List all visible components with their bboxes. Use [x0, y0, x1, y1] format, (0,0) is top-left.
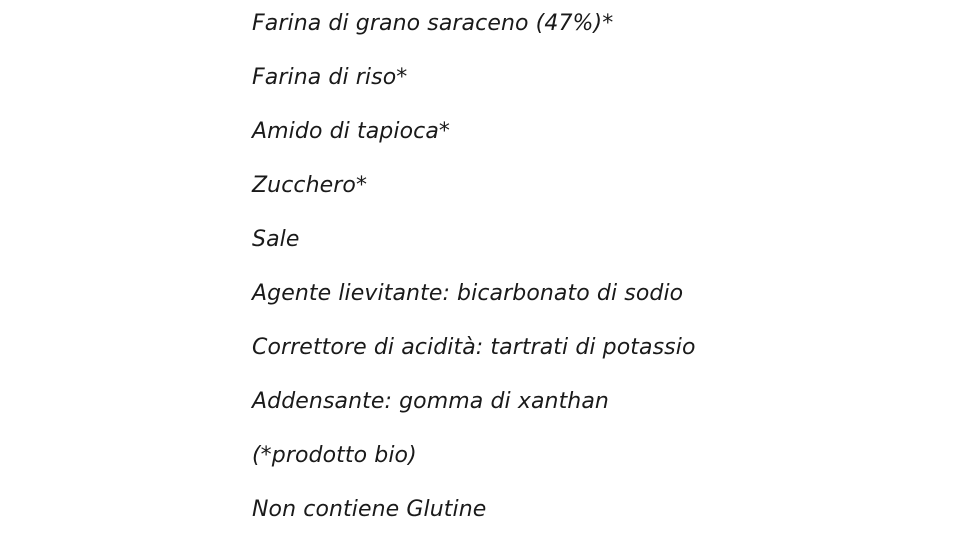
organic-note: (*prodotto bio)	[252, 443, 417, 468]
ingredient-line: Agente lievitante: bicarbonato di sodio	[252, 281, 684, 306]
ingredient-line: Correttore di acidità: tartrati di potassio	[252, 335, 696, 360]
ingredient-list	[252, 6, 696, 546]
ingredient-line: Farina di grano saraceno (47%)*	[252, 11, 614, 36]
ingredient-line: Addensante: gomma di xanthan	[252, 389, 609, 414]
gluten-free-note: Non contiene Glutine	[252, 497, 487, 522]
ingredient-line: Farina di riso*	[252, 65, 408, 90]
ingredient-line: Zucchero*	[252, 173, 368, 198]
ingredient-line: Amido di tapioca*	[252, 119, 451, 144]
ingredient-line: Sale	[252, 227, 300, 252]
